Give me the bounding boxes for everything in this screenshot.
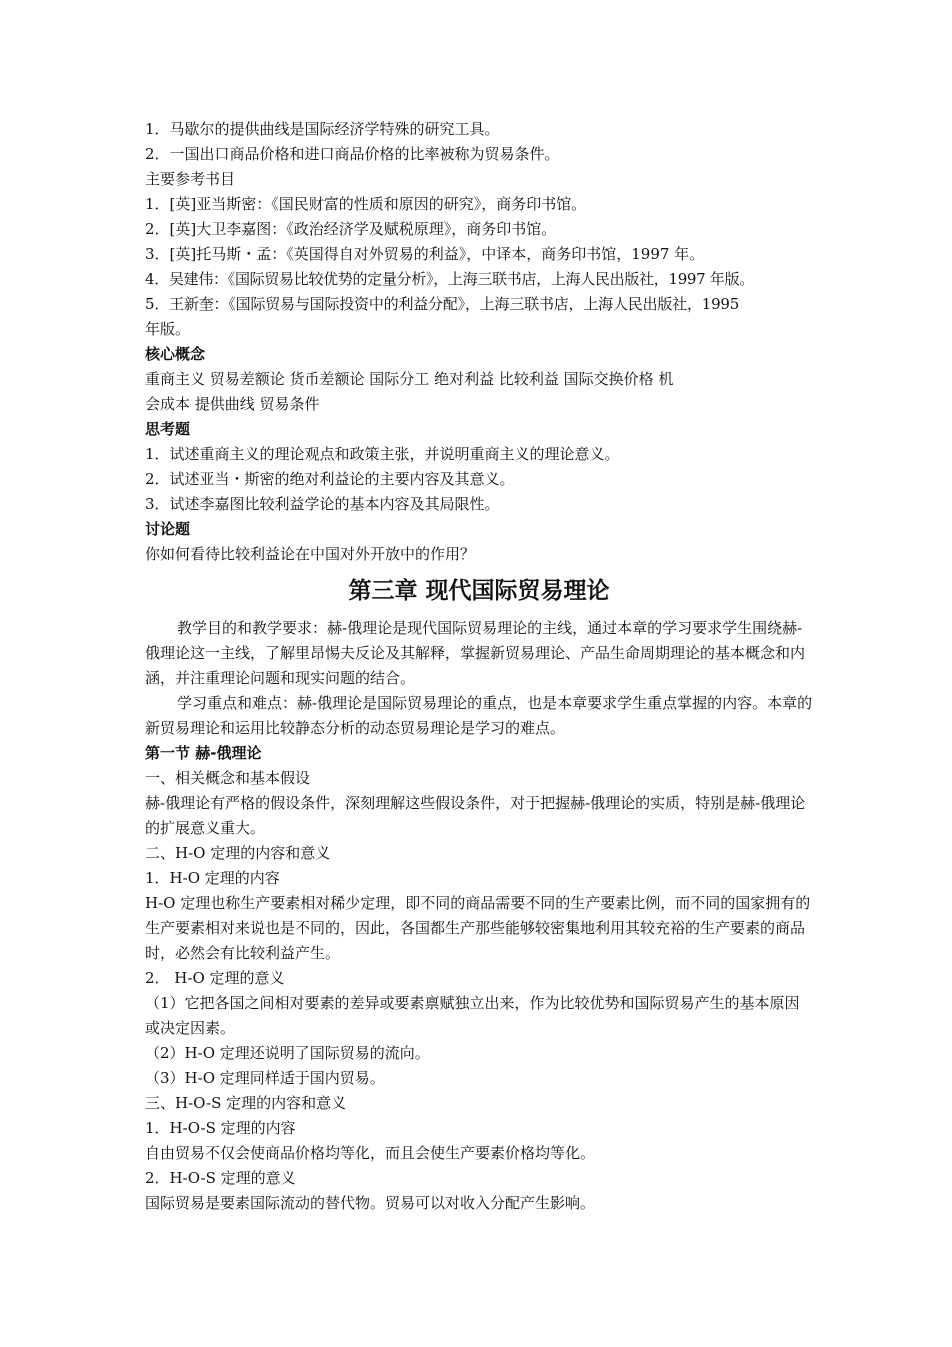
- core-concepts-line-2: 会成本 提供曲线 贸易条件: [145, 395, 320, 413]
- core-concepts-line-1: 重商主义 贸易差额论 货币差额论 国际分工 绝对利益 比较利益 国际交换价格 机: [145, 370, 674, 388]
- part2-point-2: （2）H-O 定理还说明了国际贸易的流向。: [145, 1044, 430, 1062]
- part2-text-1: H-O 定理也称生产要素相对稀少定理，即不同的商品需要不同的生产要素比例，而不同的国家拥有的生产要素相对来说也是不同的，因此，各国都生产那些能够较密集地利用其较充裕的生产要素的商品时，必然会有比较利益产生。: [145, 894, 811, 962]
- section-title: 第一节 赫-俄理论: [145, 744, 262, 762]
- chapter-focus: 学习重点和难点：赫-俄理论是国际贸易理论的重点，也是本章要求学生重点掌握的内容。本章的新贸易理论和运用比较静态分析的动态贸易理论是学习的难点。: [145, 694, 813, 737]
- discussion-text: 你如何看待比较利益论在中国对外开放中的作用？: [145, 545, 476, 563]
- reference-item-2: 2．[英]大卫李嘉图：《政治经济学及赋税原理》，商务印书馆。: [145, 220, 557, 238]
- question-item-1: 1．试述重商主义的理论观点和政策主张，并说明重商主义的理论意义。: [145, 445, 620, 463]
- reference-item-4: 4．吴建伟：《国际贸易比较优势的定量分析》，上海三联书店，上海人民出版社，1997 年版。: [145, 270, 754, 288]
- part3-subtitle-1: 1．H-O-S 定理的内容: [145, 1119, 296, 1137]
- references-heading: 主要参考书目: [145, 170, 236, 188]
- part2-point-3: （3）H-O 定理同样适于国内贸易。: [145, 1069, 385, 1087]
- part2-point-1: （1）它把各国之间相对要素的差异或要素禀赋独立出来，作为比较优势和国际贸易产生的基本原因或决定因素。: [145, 994, 800, 1037]
- chapter-title: 第三章 现代国际贸易理论: [348, 578, 610, 604]
- part2-title: 二、H-O 定理的内容和意义: [145, 844, 331, 862]
- part3-title: 三、H-O-S 定理的内容和意义: [145, 1094, 347, 1112]
- question-item-3: 3．试述李嘉图比较利益学论的基本内容及其局限性。: [145, 495, 500, 513]
- reference-item-1: 1．[英]亚当斯密：《国民财富的性质和原因的研究》，商务印书馆。: [145, 195, 587, 213]
- chapter-goals: 教学目的和教学要求：赫-俄理论是现代国际贸易理论的主线，通过本章的学习要求学生围绕赫-俄理论这一主线，了解里昂惕夫反论及其解释，掌握新贸易理论、产品生命周期理论的基本概念和内涵，并注重理论问题和现实问题的结合。: [145, 619, 806, 687]
- question-item-2: 2．试述亚当・斯密的绝对利益论的主要内容及其意义。: [145, 470, 515, 488]
- intro-item-1: 1．马歇尔的提供曲线是国际经济学特殊的研究工具。: [145, 120, 500, 138]
- part1-title: 一、相关概念和基本假设: [145, 769, 311, 787]
- part3-text-1: 自由贸易不仅会使商品价格均等化，而且会使生产要素价格均等化。: [145, 1144, 596, 1162]
- reference-item-5: 5．王新奎：《国际贸易与国际投资中的利益分配》，上海三联书店，上海人民出版社，1995: [145, 295, 740, 313]
- part2-subtitle-1: 1．H-O 定理的内容: [145, 869, 280, 887]
- part3-subtitle-2: 2．H-O-S 定理的意义: [145, 1169, 296, 1187]
- questions-heading: 思考题: [145, 420, 191, 438]
- part3-text-2: 国际贸易是要素国际流动的替代物。贸易可以对收入分配产生影响。: [145, 1194, 596, 1212]
- discussion-heading: 讨论题: [145, 520, 191, 538]
- part1-text: 赫-俄理论有严格的假设条件，深刻理解这些假设条件，对于把握赫-俄理论的实质，特别是赫-俄理论的扩展意义重大。: [145, 794, 806, 837]
- reference-item-3: 3．[英]托马斯・孟：《英国得自对外贸易的利益》，中译本，商务印书馆，1997 年。: [145, 245, 705, 263]
- part2-subtitle-2: 2． H-O 定理的意义: [145, 969, 285, 987]
- document-page: [145, 117, 813, 1216]
- core-concepts-heading: 核心概念: [145, 345, 206, 363]
- reference-item-5-cont: 年版。: [145, 320, 191, 338]
- intro-item-2: 2．一国出口商品价格和进口商品价格的比率被称为贸易条件。: [145, 145, 560, 163]
